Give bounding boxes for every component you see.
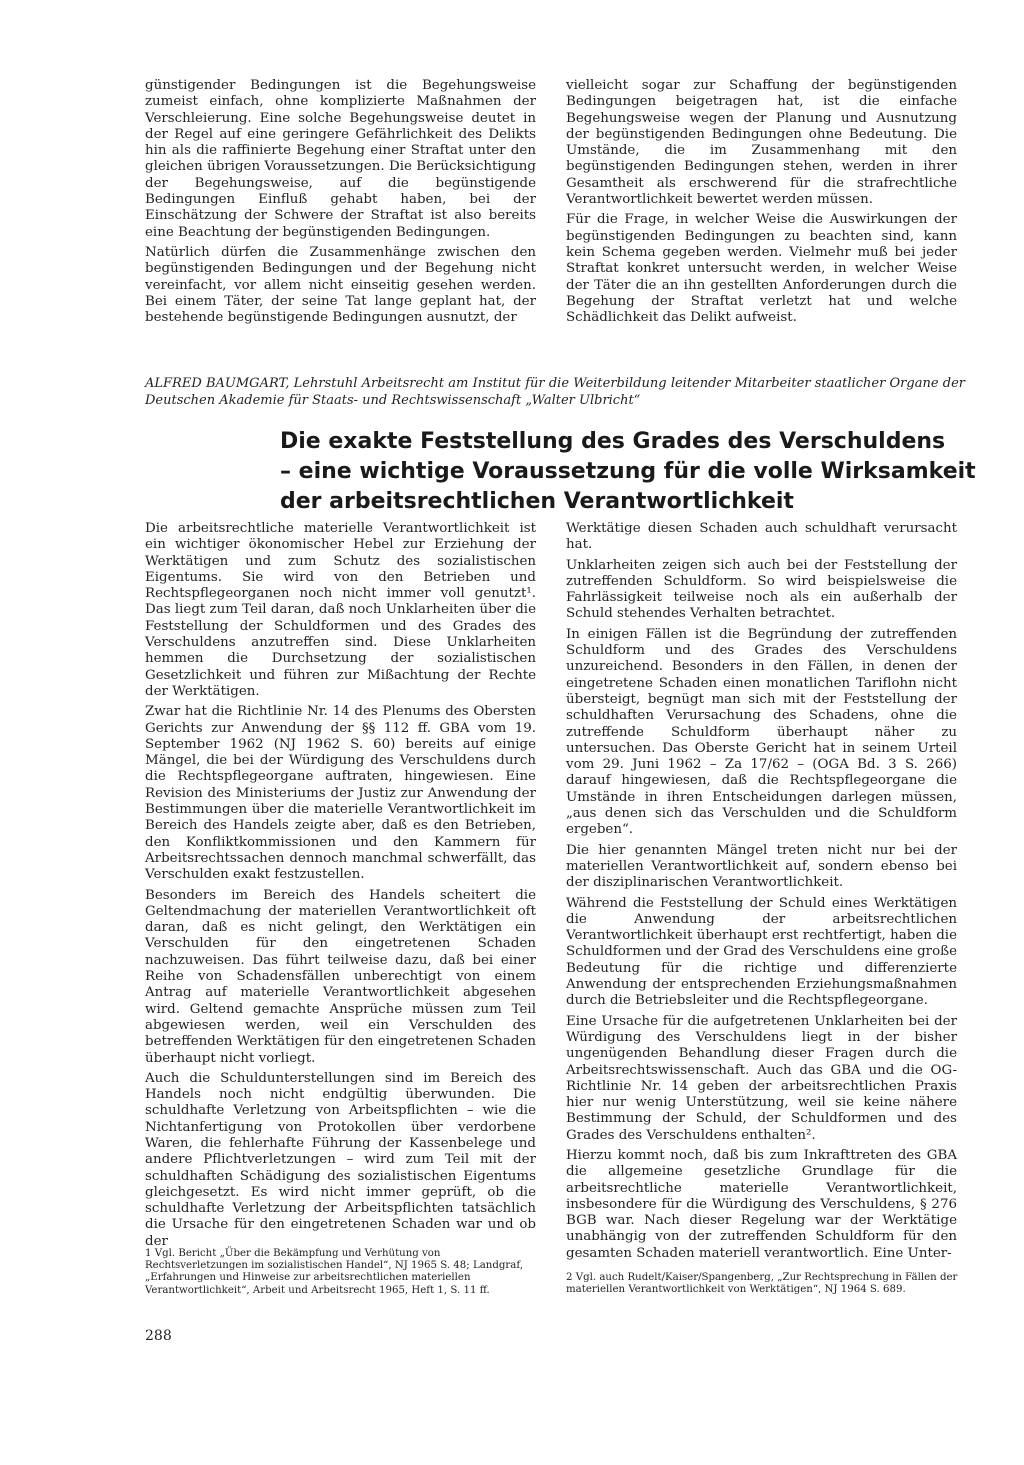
paragraph: vielleicht sogar zur Schaffung der begünstigenden Bedingungen beigetragen hat, ist die einfache Begehungsweise wegen der Planung und Ausnutzung der begünstigenden Bedingungen ohne Bedeutung. Die Umstände, die im Zusammenhang mit den begünstigenden Bedingungen stehen, werden in ihrer Gesamtheit als erschwerend für die strafrechtliche Verantwortlichkeit bewertet werden müssen. <box>566 78 957 208</box>
paragraph: Auch die Schuldunterstellungen sind im Bereich des Handels noch nicht endgültig überwunden. Die schuldhafte Verletzung von Arbeitspflichten – wie die Nichtanfertigung von Protokollen über verdorbene Waren, die fehlerhafte Führung der Kassenbelege und andere Pflichtverletzungen – wird zum Teil mit der schuldhaften Schädigung des sozialistischen Eigentums gleichgesetzt. Es wird nicht immer geprüft, ob die schuldhafte Verletzung der Arbeitspflichten tatsächlich die Ursache für den eingetretenen Schaden war und ob der <box>145 1070 536 1249</box>
paragraph: Hierzu kommt noch, daß bis zum Inkrafttreten des GBA die allgemeine gesetzliche Grundlage für die arbeitsrechtliche materielle Verantwortlichkeit, insbesondere für die Würdigung des Verschuldens, § 276 BGB war. Nach dieser Regelung war der Werktätige unabhängig von der zutreffenden Schuldform für den gesamten Schaden materiell verantwortlich. Eine Unter- <box>566 1147 957 1261</box>
paragraph: Werktätige diesen Schaden auch schuldhaft verursacht hat. <box>566 521 957 553</box>
title-line: Die exakte Feststellung des Grades des Verschuldens <box>280 429 946 454</box>
paragraph: Die arbeitsrechtliche materielle Verantwortlichkeit ist ein wichtiger ökonomischer Hebel zur Erziehung der Werktätigen und zum Schutz des sozialistischen Eigentums. Sie wird von den Betrieben und Rechtspflegeorganen noch nicht immer voll genutzt¹. Das liegt zum Teil daran, daß noch Unklarheiten über die Feststellung der Schuldformen und des Grades des Verschuldens anzutreffen sind. Diese Unklarheiten hemmen die Durchsetzung der sozialistischen Gesetzlichkeit und führen zur Mißachtung der Rechte der Werktätigen. <box>145 521 536 699</box>
footnote-2: 2 Vgl. auch Rudelt/Kaiser/Spangenberg, „Zur Rechtsprechung in Fällen der materiellen Verantwortlichkeit von Werktätigen“, NJ 1964 S. 689. <box>566 1272 958 1296</box>
paragraph: Eine Ursache für die aufgetretenen Unklarheiten bei der Würdigung des Verschuldens liegt in der bisher ungenügenden Behandlung dieser Fragen durch die Arbeitsrechtswissenschaft. Auch das GBA und die OG-Richtlinie Nr. 14 geben der arbeitsrechtlichen Praxis hier nur wenig Unterstützung, weil sie keine nähere Bestimmung der Schuld, der Schuldformen und des Grades des Verschuldens enthalten². <box>566 1013 957 1143</box>
paragraph: Unklarheiten zeigen sich auch bei der Feststellung der zutreffenden Schuldform. So wird beispielsweise die Fahrlässigkeit teilweise noch als ein außerhalb der Schuld stehendes Verhalten betrachtet. <box>566 557 957 622</box>
paragraph: Während die Feststellung der Schuld eines Werktätigen die Anwendung der arbeitsrechtlichen Verantwortlichkeit überhaupt erst rechtfertigt, haben die Schuldformen und der Grad des Verschuldens eine große Bedeutung für die richtige und differenzierte Anwendung der entsprechenden Erziehungsmaßnahmen durch die Betriebsleiter und die Rechtspflegeorgane. <box>566 895 957 1009</box>
article-left-column <box>145 521 536 1254</box>
paragraph: Natürlich dürfen die Zusammenhänge zwischen den begünstigenden Bedingungen und der Begehung nicht vereinfacht, vor allem nicht einseitig gesehen werden. Bei einem Täter, der seine Tat lange geplant hat, der bestehende begünstigende Bedingungen ausnutzt, der <box>145 244 536 326</box>
paragraph: Die hier genannten Mängel treten nicht nur bei der materiellen Verantwortlichkeit auf, sondern ebenso bei der disziplinarischen Verantwortlichkeit. <box>566 842 957 891</box>
paragraph: In einigen Fällen ist die Begründung der zutreffenden Schuldform und des Grades des Verschuldens unzureichend. Besonders in den Fällen, in denen der eingetretene Schaden einen monatlichen Tariflohn nicht übersteigt, begnügt man sich mit der Feststellung der schuldhaften Verursachung des Schadens, ohne die zutreffende Schuldform überhaupt näher zu untersuchen. Das Oberste Gericht hat in seinem Urteil vom 29. Juni 1962 – Za 17/62 – (OGA Bd. 3 S. 266) darauf hingewiesen, daß die Rechtspflegeorgane die Umstände in ihren Entscheidungen darlegen müssen, „aus denen sich das Verschulden und die Schuldform ergeben“. <box>566 626 957 838</box>
footnote-1: 1 Vgl. Bericht „Über die Bekämpfung und Verhütung von Rechtsverletzungen im sozialistischen Handel“, NJ 1965 S. 48; Landgraf, „Erfahrungen und Hinweise zur arbeitsrechtlichen materiellen Verantwortlichkeit“, Arbeit und Arbeitsrecht 1965, Heft 1, S. 11 ff. <box>145 1248 523 1296</box>
article-title <box>280 427 976 517</box>
title-line: – eine wichtige Voraussetzung für die volle Wirksamkeit <box>280 459 976 484</box>
paragraph: Für die Frage, in welcher Weise die Auswirkungen der begünstigenden Bedingungen zu beachten sind, kann kein Schema gegeben werden. Vielmehr muß bei jeder Straftat konkret untersucht werden, in welcher Weise der Täter die an ihn gestellten Anforderungen durch die Begehung der Straftat verletzt hat und welche Schädlichkeit das Delikt aufweist. <box>566 212 957 326</box>
title-line: der arbeitsrechtlichen Verantwortlichkeit <box>280 489 794 514</box>
paragraph: Zwar hat die Richtlinie Nr. 14 des Plenums des Obersten Gerichts zur Anwendung der §§ 112 ff. GBA vom 19. September 1962 (NJ 1962 S. 60) bereits auf einige Mängel, die bei der Würdigung des Verschuldens durch die Rechtspflegeorgane auftraten, hingewiesen. Eine Revision des Ministeriums der Justiz zur Anwendung der Bestimmungen über die materielle Verantwortlichkeit im Bereich des Handels zeigte aber, daß es den Betrieben, den Konfliktkommissionen und den Kammern für Arbeitsrechtssachen dennoch manchmal schwerfällt, das Verschulden exakt festzustellen. <box>145 704 536 883</box>
author-byline: ALFRED BAUMGART, Lehrstuhl Arbeitsrecht am Institut für die Weiterbildung leitender Mitarbeiter staatlicher Organe der Deutschen Akademie für Staats- und Rechtswissenschaft „Walter Ulbricht“ <box>145 376 965 408</box>
paragraph: günstigender Bedingungen ist die Begehungsweise zumeist einfach, ohne komplizierte Maßnahmen der Verschleierung. Eine solche Begehungsweise deutet in der Regel auf eine geringere Gefährlichkeit des Delikts hin als die raffinierte Begehung einer Straftat unter den gleichen übrigen Voraussetzungen. Die Berücksichtigung der Begehungsweise, auf die begünstigende Bedingungen Einfluß gehabt haben, bei der Einschätzung der Schwere der Straftat ist also bereits eine Beachtung der begünstigenden Bedingungen. <box>145 78 536 240</box>
article-right-column <box>566 521 957 1266</box>
page-number: 288 <box>145 1328 172 1344</box>
top-left-column <box>145 78 536 330</box>
paragraph: Besonders im Bereich des Handels scheitert die Geltendmachung der materiellen Verantwortlichkeit oft daran, daß es nicht gelingt, den Werktätigen ein Verschulden für den eingetretenen Schaden nachzuweisen. Das führt teilweise dazu, daß bei einer Reihe von Schadensfällen unberechtigt von einem Antrag auf materielle Verantwortlichkeit abgesehen wird. Geltend gemachte Ansprüche müssen zum Teil abgewiesen werden, weil ein Verschulden des betreffenden Werktätigen für den eingetretenen Schaden überhaupt nicht vorliegt. <box>145 887 536 1066</box>
top-right-column <box>566 78 957 330</box>
